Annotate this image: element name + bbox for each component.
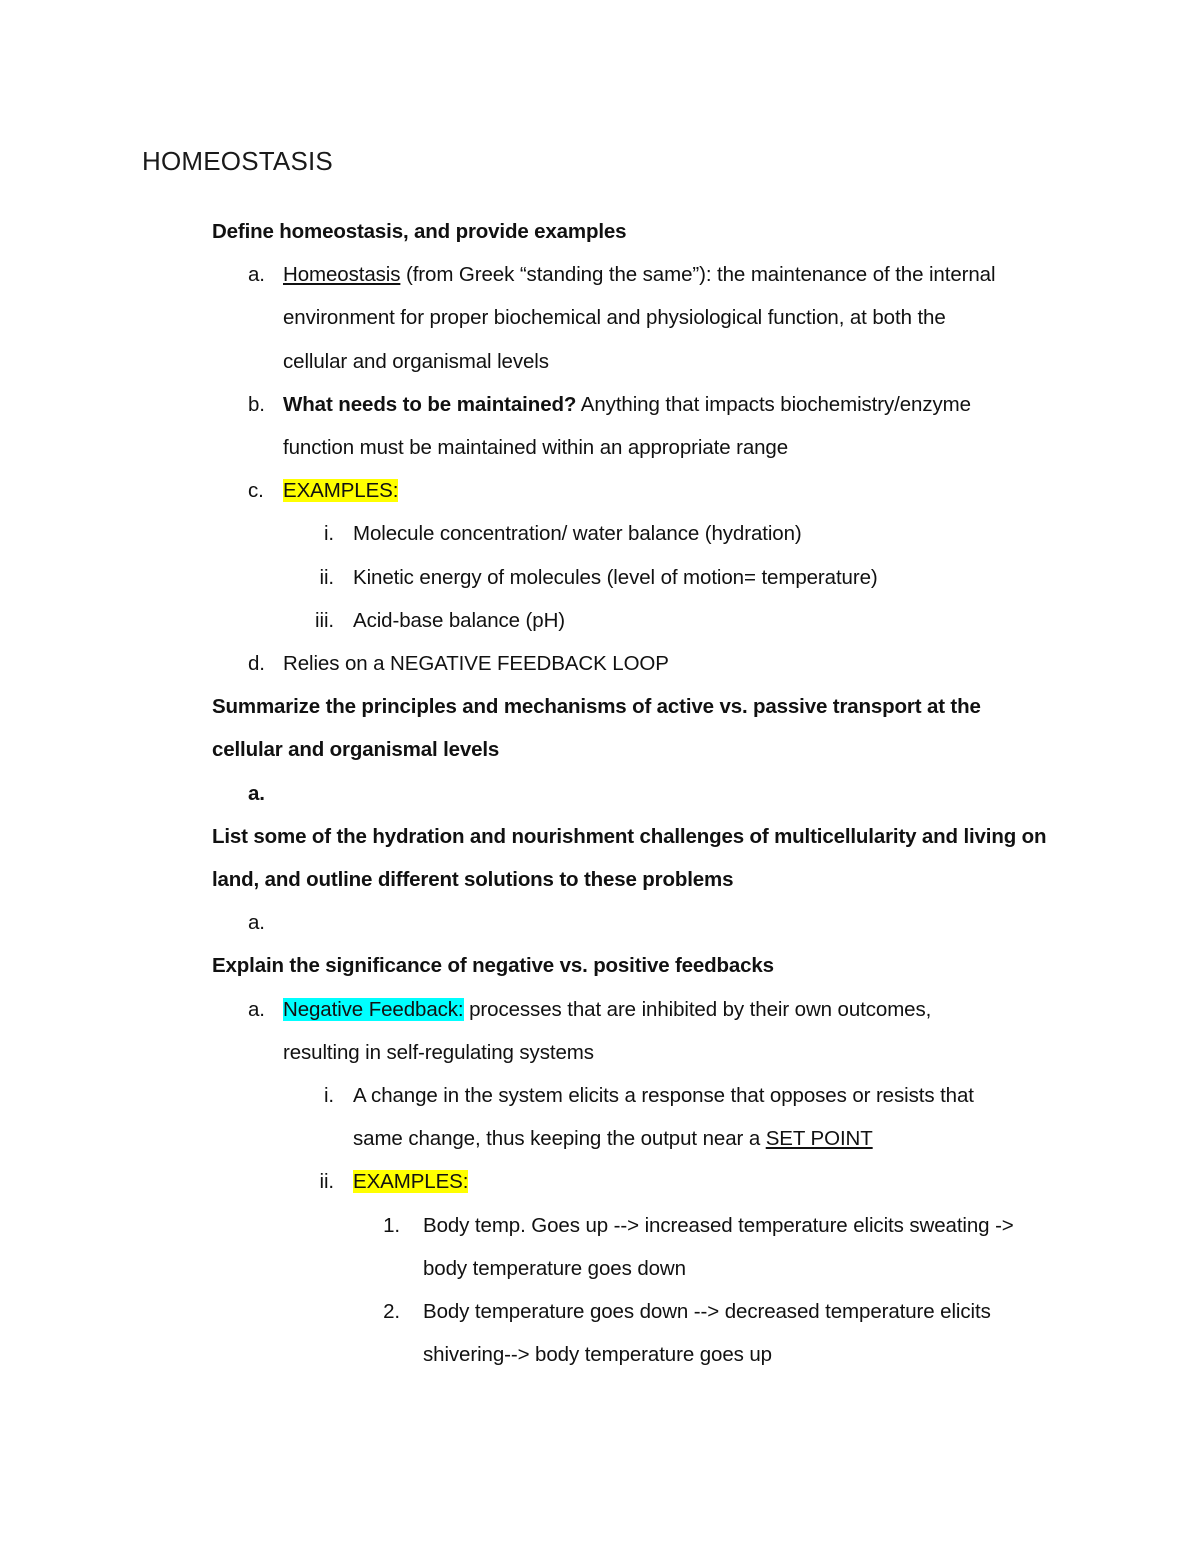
- list-item-continuation: [212, 340, 1072, 383]
- answer-text: Anything that impacts biochemistry/enzyme: [576, 392, 971, 416]
- list-item-continuation: [212, 1031, 1072, 1074]
- list-marker: a.: [248, 263, 265, 287]
- example-text: Body temp. Goes up --> increased temperature elicits sweating ->: [423, 1213, 1014, 1237]
- term-set-point: SET POINT: [765, 1127, 873, 1151]
- example-text: Acid-base balance (pH): [353, 608, 566, 632]
- list-item: [212, 1290, 1072, 1333]
- list-item: [212, 772, 1072, 815]
- list-item: [212, 556, 1072, 599]
- example-text: Molecule concentration/ water balance (hydration): [353, 522, 802, 546]
- question-heading-continuation: cellular and organismal levels: [212, 738, 500, 762]
- list-marker: a.: [248, 911, 265, 935]
- list-item: [212, 512, 1072, 555]
- list-marker: i.: [323, 1084, 334, 1108]
- list-marker: c.: [248, 479, 264, 503]
- definition-text: processes that are inhibited by their own outcomes,: [463, 997, 932, 1021]
- list-item: [212, 988, 1072, 1031]
- list-marker: i.: [323, 522, 334, 546]
- definition-text: resulting in self-regulating systems: [283, 1040, 594, 1064]
- example-text: Body temperature goes down --> decreased temperature elicits: [423, 1300, 991, 1324]
- list-item: [212, 469, 1072, 512]
- definition-text: (from Greek “standing the same”): the maintenance of the internal: [400, 263, 996, 287]
- definition-text: cellular and organismal levels: [283, 349, 549, 373]
- list-item-continuation: [212, 1117, 1072, 1160]
- list-item-continuation: [212, 426, 1072, 469]
- list-item: [212, 383, 1072, 426]
- definition-text: environment for proper biochemical and physiological function, at both the: [283, 306, 946, 330]
- term-negative-feedback: Negative Feedback:: [283, 997, 464, 1021]
- list-item: [212, 1160, 1072, 1203]
- document-body: [212, 210, 1072, 1376]
- question-heading: Summarize the principles and mechanisms of active vs. passive transport at the: [212, 695, 981, 719]
- answer-text: same change, thus keeping the output near a: [353, 1127, 766, 1151]
- list-marker: d.: [248, 652, 265, 676]
- question-heading: Explain the significance of negative vs. positive feedbacks: [212, 954, 774, 978]
- example-text: shivering--> body temperature goes up: [423, 1343, 772, 1367]
- list-item: [212, 901, 1072, 944]
- list-item: [212, 1074, 1072, 1117]
- question-heading: Define homeostasis, and provide examples: [212, 220, 627, 243]
- term-homeostasis: Homeostasis: [283, 263, 401, 287]
- list-item: [212, 599, 1072, 642]
- answer-text: A change in the system elicits a response that opposes or resists that: [353, 1084, 974, 1108]
- answer-text: function must be maintained within an appropriate range: [283, 436, 789, 460]
- list-marker: ii.: [319, 565, 334, 589]
- bold-question: What needs to be maintained?: [283, 392, 577, 416]
- list-marker: 2.: [383, 1300, 400, 1324]
- list-item-continuation: [212, 1333, 1072, 1376]
- list-item: [212, 642, 1072, 685]
- example-text: body temperature goes down: [423, 1256, 686, 1280]
- page-title: HOMEOSTASIS: [142, 146, 333, 176]
- list-item: [212, 253, 1072, 296]
- list-marker: 1.: [383, 1213, 400, 1237]
- list-item-continuation: [212, 1247, 1072, 1290]
- list-marker: a.: [248, 781, 265, 805]
- question-heading: List some of the hydration and nourishment challenges of multicellularity and living on: [212, 824, 1047, 848]
- list-marker: b.: [248, 392, 265, 416]
- question-heading-continuation: land, and outline different solutions to these problems: [212, 868, 734, 892]
- list-marker: ii.: [319, 1170, 334, 1194]
- list-item: [212, 1204, 1072, 1247]
- examples-label: EXAMPLES:: [353, 1170, 469, 1194]
- example-text: Kinetic energy of molecules (level of motion= temperature): [353, 565, 878, 589]
- answer-text: Relies on a NEGATIVE FEEDBACK LOOP: [283, 652, 669, 676]
- list-item-continuation: [212, 296, 1072, 339]
- list-marker: iii.: [315, 608, 334, 632]
- examples-label: EXAMPLES:: [283, 479, 399, 503]
- list-marker: a.: [248, 997, 265, 1021]
